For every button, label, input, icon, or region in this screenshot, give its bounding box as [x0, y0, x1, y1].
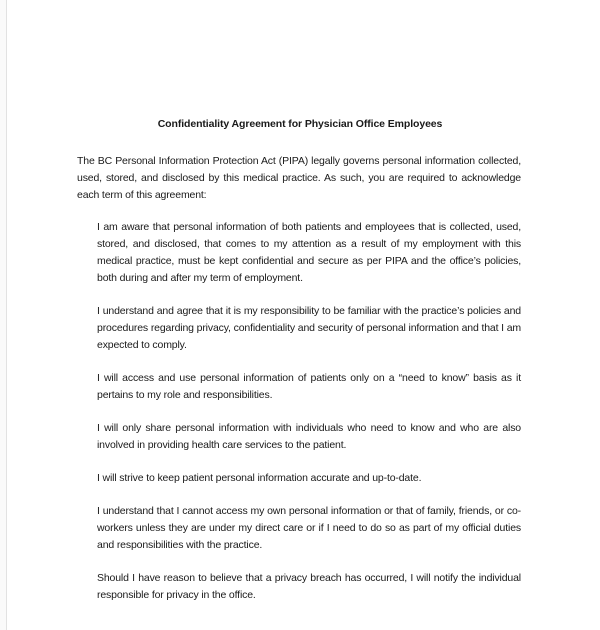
term-paragraph-7: Should I have reason to believe that a privacy breach has occurred, I will notify the individual responsible for privacy in the office.	[97, 572, 521, 601]
term-paragraph-4: I will only share personal information with individuals who need to know and who are also involved in providing health care services to the patient.	[97, 422, 521, 451]
term-paragraph-3: I will access and use personal information of patients only on a “need to know” basis as it pertains to my role and responsibilities.	[97, 372, 521, 401]
terms-list	[97, 219, 521, 620]
term-paragraph-6: I understand that I cannot access my own personal information or that of family, friends, or co-workers unless they are under my direct care or if I need to do so as part of my official duties and responsibilities with the practice.	[97, 505, 521, 551]
intro-paragraph: The BC Personal Information Protection Act (PIPA) legally governs personal information collected, used, stored, and disclosed by this medical practice. As such, you are required to acknowledge each term of this agreement:	[77, 155, 521, 201]
document-title: Confidentiality Agreement for Physician Office Employees	[157, 118, 443, 130]
term-paragraph-1: I am aware that personal information of both patients and employees that is collected, used, stored, and disclosed, that comes to my attention as a result of my employment with this medical practice, must be kept confidential and secure as per PIPA and the office’s policies, both during and after my term of employment.	[97, 221, 521, 284]
term-paragraph-5: I will strive to keep patient personal information accurate and up-to-date.	[97, 472, 422, 484]
term-paragraph-2: I understand and agree that it is my responsibility to be familiar with the practice’s policies and procedures regarding privacy, confidentiality and security of personal information and that I am expected to comply.	[97, 305, 521, 351]
page-left-edge	[0, 0, 7, 630]
